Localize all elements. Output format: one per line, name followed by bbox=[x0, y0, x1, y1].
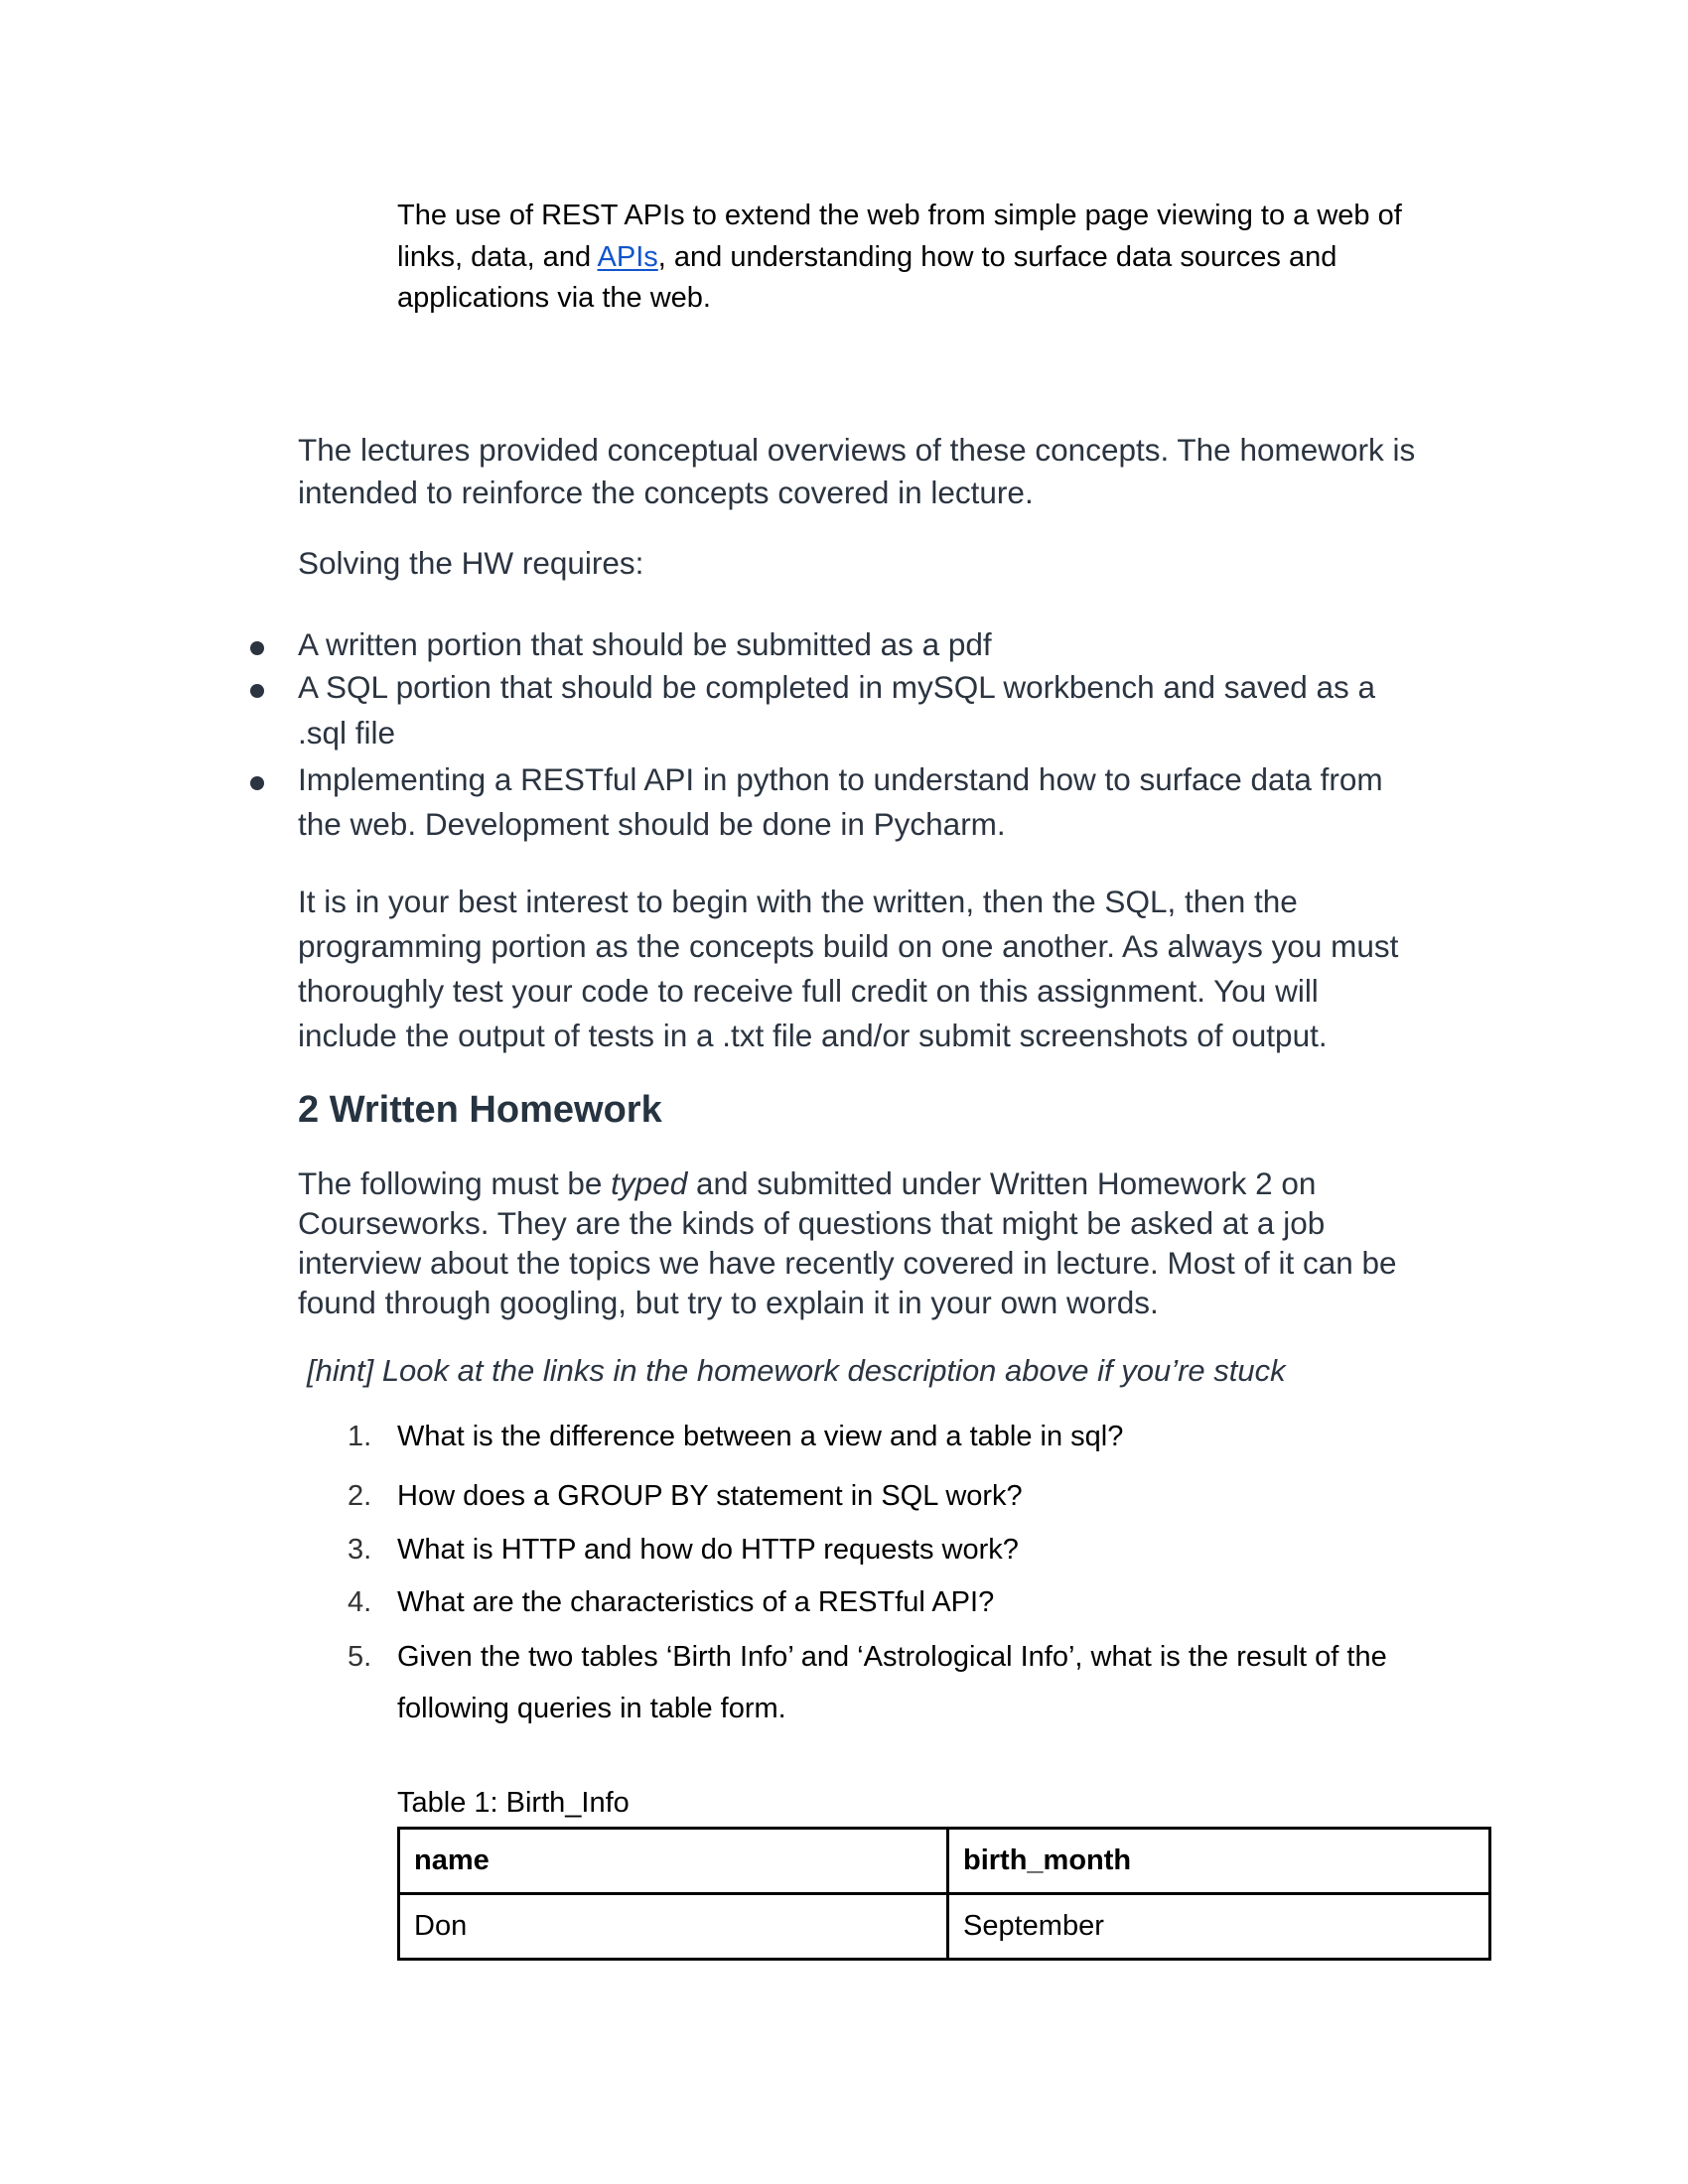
written-line-2: Courseworks. They are the kinds of questions that might be asked at a job bbox=[298, 1205, 1326, 1241]
section-heading: 2 Written Homework bbox=[298, 1089, 662, 1131]
birth-info-table bbox=[397, 1827, 1491, 1961]
written-line-4: found through googling, but try to explain it in your own words. bbox=[298, 1285, 1159, 1320]
intro-line-3: applications via the web. bbox=[397, 282, 711, 314]
requirement-text: A written portion that should be submitted as a pdf bbox=[298, 626, 992, 662]
lectures-line-1: The lectures provided conceptual overviews of these concepts. The homework is bbox=[298, 432, 1416, 468]
cell-name: Don bbox=[399, 1894, 948, 1960]
question-text-cont: following queries in table form. bbox=[397, 1693, 786, 1724]
question-text: How does a GROUP BY statement in SQL work? bbox=[397, 1480, 1023, 1512]
bullet-icon bbox=[250, 776, 264, 790]
cell-birth-month: September bbox=[948, 1894, 1490, 1960]
column-header-name: name bbox=[399, 1829, 948, 1894]
intro-line-1: The use of REST APIs to extend the web from simple page viewing to a web of bbox=[397, 200, 1402, 231]
order-line-1: It is in your best interest to begin with the written, then the SQL, then the bbox=[298, 884, 1298, 919]
question-text: What is HTTP and how do HTTP requests work? bbox=[397, 1534, 1019, 1566]
table-header-row bbox=[399, 1829, 1490, 1894]
bullet-icon bbox=[250, 641, 264, 655]
requirement-text-cont: .sql file bbox=[298, 715, 396, 751]
written-line-1 bbox=[298, 1165, 1316, 1202]
written-line-1-end: and submitted under Written Homework 2 on bbox=[687, 1165, 1317, 1201]
order-line-2: programming portion as the concepts build on one another. As always you must bbox=[298, 928, 1399, 964]
question-text: What are the characteristics of a RESTful API? bbox=[397, 1586, 995, 1618]
column-header-birth-month: birth_month bbox=[948, 1829, 1490, 1894]
order-line-4: include the output of tests in a .txt file and/or submit screenshots of output. bbox=[298, 1018, 1328, 1053]
apis-link[interactable]: APIs bbox=[597, 241, 658, 273]
table-caption: Table 1: Birth_Info bbox=[397, 1787, 630, 1819]
table-row bbox=[399, 1894, 1490, 1960]
requirement-text: Implementing a RESTful API in python to understand how to surface data from bbox=[298, 761, 1383, 797]
question-number: 1. bbox=[348, 1421, 372, 1452]
question-number: 5. bbox=[348, 1641, 372, 1673]
intro-line-2 bbox=[397, 241, 1336, 274]
typed-emphasis: typed bbox=[611, 1165, 688, 1201]
lectures-line-2: intended to reinforce the concepts covered in lecture. bbox=[298, 475, 1034, 510]
intro-line-2-end: , and understanding how to surface data sources and bbox=[657, 241, 1337, 273]
bullet-icon bbox=[250, 684, 264, 698]
requirements-intro: Solving the HW requires: bbox=[298, 545, 644, 581]
requirement-text: A SQL portion that should be completed in mySQL workbench and saved as a bbox=[298, 669, 1376, 705]
hint-text: [hint] Look at the links in the homework description above if you’re stuck bbox=[307, 1353, 1286, 1388]
written-line-3: interview about the topics we have recently covered in lecture. Most of it can be bbox=[298, 1245, 1397, 1281]
order-line-3: thoroughly test your code to receive full credit on this assignment. You will bbox=[298, 973, 1319, 1009]
question-number: 2. bbox=[348, 1480, 372, 1512]
requirement-text-cont: the web. Development should be done in Pycharm. bbox=[298, 806, 1006, 842]
written-line-1-start: The following must be bbox=[298, 1165, 612, 1201]
intro-line-2-start: links, data, and bbox=[397, 241, 598, 273]
question-text: Given the two tables ‘Birth Info’ and ‘Astrological Info’, what is the result of the bbox=[397, 1641, 1387, 1673]
question-number: 3. bbox=[348, 1534, 372, 1566]
question-text: What is the difference between a view and a table in sql? bbox=[397, 1421, 1124, 1452]
question-number: 4. bbox=[348, 1586, 372, 1618]
